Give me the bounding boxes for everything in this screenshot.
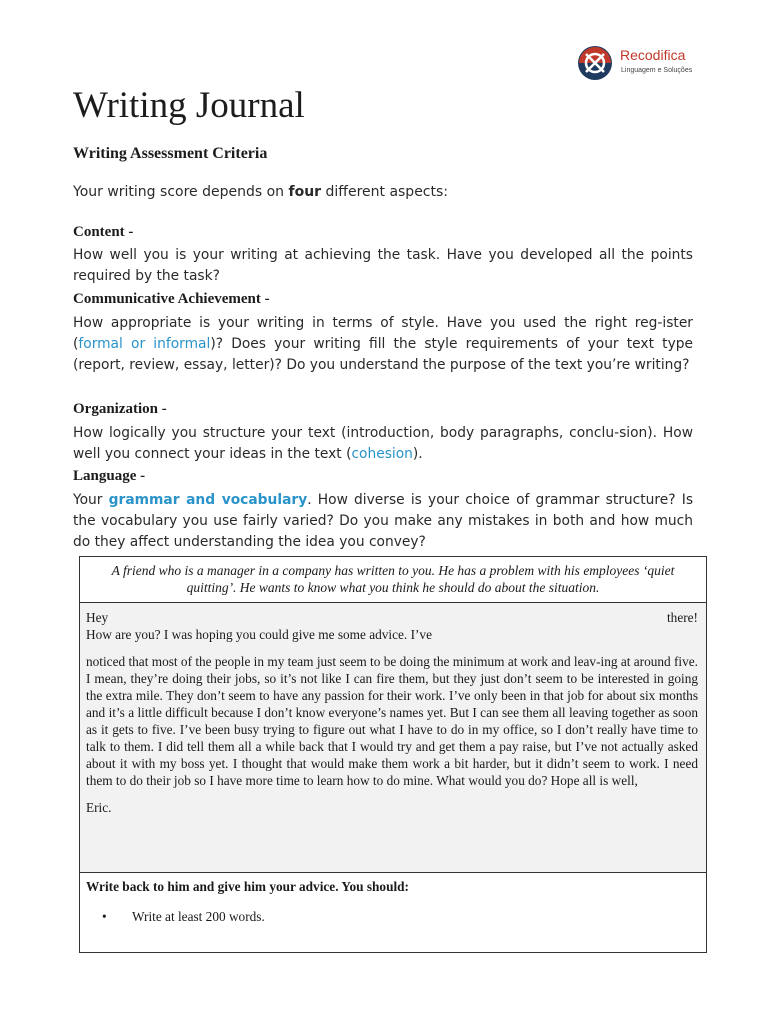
logo-tagline: Linguagem e Soluções	[621, 67, 693, 74]
letter-greeting: Hey there!	[86, 610, 698, 625]
bullet-icon: •	[102, 909, 107, 924]
section-heading-organization: Organization -	[73, 401, 167, 417]
section-heading-content: Content -	[73, 224, 134, 240]
cohesion-link[interactable]: cohesion	[351, 446, 413, 462]
letter-opening: How are you? I was hoping you could give me some advice. I’ve	[86, 627, 432, 642]
page-title: Writing Journal	[73, 85, 305, 126]
grammar-vocabulary-link[interactable]: grammar and vocabulary	[108, 492, 308, 508]
friend-letter	[80, 603, 706, 873]
register-link[interactable]: formal or informal	[78, 336, 211, 352]
task-box	[79, 556, 707, 953]
logo-name: Recodifica	[620, 47, 686, 63]
section-body-organization: How logically you structure your text (introduction, body paragraphs, conclu-sion). How well you connect your ideas in the text (cohesion).	[73, 425, 693, 462]
page-subtitle: Writing Assessment Criteria	[73, 145, 268, 162]
letter-body: noticed that most of the people in my team just seem to be doing the minimum at work and leav-ing at around five. I mean, they’re doing their jobs, so it’s not like I can fire them, but they just don’t seem to be interested in going the extra mile. They don’t seem to have any passion for their work. I’ve only been in that job for about six months and it’s a little difficult because I don’t know everyone’s names yet. But I can see them all leaving together as soon as it gets to five. I’ve been busy trying to figure out what I have to do in my office, so I don’t really have time to talk to them. I did tell them all a while back that I would try and get them a pay raise, but I’ve not actually asked about it with my boss yet. I thought that would make them work a bit harder, but it didn’t seem to work. I need them to do their job so I have more time to learn how to do mine. What would you do? Hope all is well,	[86, 654, 698, 788]
section-heading-communicative: Communicative Achievement -	[73, 291, 270, 307]
section-body-language: Your grammar and vocabulary. How diverse is your choice of grammar structure? Is the vocabulary you use fairly varied? Do you make any mistakes in both and how much do they affect understanding the idea you convey?	[73, 492, 694, 550]
intro-emphasis: four	[288, 184, 322, 200]
intro-text: Your writing score depends on four different aspects:	[73, 184, 449, 200]
list-item: • Write at least 200 words.	[102, 909, 265, 924]
section-body-content: How well you is your writing at achieving the task. Have you developed all the points required by the task?	[73, 247, 693, 284]
recodifica-logo-icon	[576, 44, 614, 82]
instructions-heading: Write back to him and give him your advice. You should:	[86, 879, 409, 894]
task-prompt: A friend who is a manager in a company has written to you. He has a problem with his employees ‘quiet quitting’. He wants to know what you think he should do about the situation.	[80, 557, 706, 603]
task-instructions	[80, 873, 706, 952]
section-heading-language: Language -	[73, 468, 146, 484]
instructions-list	[86, 909, 698, 925]
letter-signature: Eric.	[86, 800, 112, 815]
section-body-communicative: How appropriate is your writing in terms of style. Have you used the right reg-ister (formal or informal)? Does your writing fill the style requirements of your text type (report, review, essay, letter)? Do you understand the purpose of the text you’re writing?	[73, 315, 693, 373]
company-logo	[576, 44, 736, 86]
